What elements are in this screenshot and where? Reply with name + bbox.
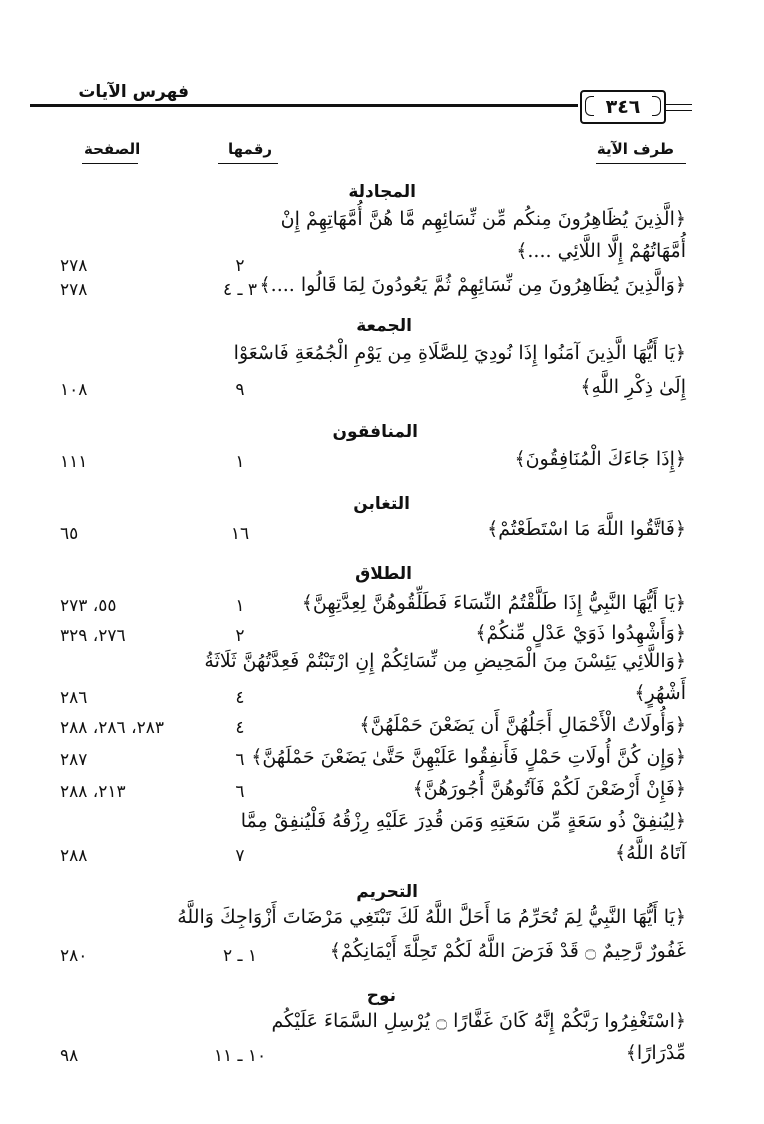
verse-line: ﴿يَا أَيُّهَا الَّذِينَ آمَنُوا إِذَا نُودِيَ لِلصَّلَاةِ مِن يَوْمِ الْجُمُعَةِ فَاسْعَوْا (233, 342, 686, 364)
page-reference: ٢٨٣، ٢٨٦، ٢٨٨ (60, 718, 164, 738)
header-rule-right-lower (666, 110, 692, 111)
verse-line: ﴿يَا أَيُّهَا النَّبِيُّ لِمَ تُحَرِّمُ مَا أَحَلَّ اللَّهُ لَكَ تَبْتَغِي مَرْضَاتَ أَزْوَاجِكَ وَاللَّهُ (177, 906, 686, 928)
page-reference: ١١١ (60, 452, 88, 472)
surah-title: التغابن (353, 494, 410, 514)
page-reference: ٢٧٨ (60, 256, 88, 276)
header-rule-right (666, 104, 692, 105)
page-number: ٣٤٦ (580, 90, 666, 124)
verse-number: ١٦ (230, 524, 250, 544)
page-reference: ٩٨ (60, 1046, 79, 1066)
column-header-number: رقمها (228, 140, 273, 158)
verse-line: إِلَىٰ ذِكْرِ اللَّهِ﴾ (580, 376, 686, 398)
verse-number: ٧ (235, 846, 245, 866)
verse-number: ١ (235, 596, 245, 616)
verse-line: ﴿وَالَّذِينَ يُظَاهِرُونَ مِن نِّسَائِهِمْ ثُمَّ يَعُودُونَ لِمَا قَالُوا ....﴾ (259, 274, 686, 296)
verse-number: ١ (235, 452, 245, 472)
verse-line: أَشْهُرٍ﴾ (634, 682, 686, 704)
page-reference: ٢٨٠ (60, 946, 88, 966)
surah-title: الجمعة (356, 316, 412, 336)
verse-line: ﴿فَإِنْ أَرْضَعْنَ لَكُمْ فَآتُوهُنَّ أُجُورَهُنَّ﴾ (412, 778, 686, 800)
verse-number: ٩ (235, 380, 245, 400)
column-header-verse: طرف الآية (596, 140, 674, 158)
verse-line: ﴿وَإِن كُنَّ أُولَاتِ حَمْلٍ فَأَنفِقُوا عَلَيْهِنَّ حَتَّىٰ يَضَعْنَ حَمْلَهُنَّ﴾ (251, 746, 686, 768)
surah-title: نوح (366, 986, 396, 1006)
column-header-page: الصفحة (84, 140, 141, 158)
column-rule-page (82, 163, 138, 164)
verse-number: ٤ (235, 718, 245, 738)
verse-line: غَفُورٌ رَّحِيمٌ ۝ قَدْ فَرَضَ اللَّهُ لَكُمْ تَحِلَّةَ أَيْمَانِكُمْ﴾ (329, 940, 686, 962)
page-reference: ٦٥ (60, 524, 79, 544)
verse-number: ٦ (235, 750, 245, 770)
verse-line: ﴿إِذَا جَاءَكَ الْمُنَافِقُونَ﴾ (514, 448, 686, 470)
verse-line: ﴿وَاللَّائِي يَئِسْنَ مِنَ الْمَحِيضِ مِن نِّسَائِكُمْ إِنِ ارْتَبْتُمْ فَعِدَّتُهُنَّ ثَلَاثَةُ (204, 650, 686, 672)
verse-number: ٢ (235, 626, 245, 646)
verse-number: ٣ ـ ٤ (222, 280, 258, 300)
verse-line: ﴿اسْتَغْفِرُوا رَبَّكُمْ إِنَّهُ كَانَ غَفَّارًا ۝ يُرْسِلِ السَّمَاءَ عَلَيْكُم (271, 1010, 686, 1032)
column-rule-verse (596, 163, 686, 164)
verse-line: ﴿وَأُولَاتُ الْأَحْمَالِ أَجَلُهُنَّ أَن يَضَعْنَ حَمْلَهُنَّ﴾ (359, 714, 686, 736)
verse-line: مِّدْرَارًا﴾ (625, 1042, 686, 1064)
verse-line: ﴿يَا أَيُّهَا النَّبِيُّ إِذَا طَلَّقْتُمُ النِّسَاءَ فَطَلِّقُوهُنَّ لِعِدَّتِهِنَّ﴾ (301, 592, 686, 614)
page-reference: ٢٧٨ (60, 280, 88, 300)
page-reference: ٥٥، ٢٧٣ (60, 596, 117, 616)
surah-title: المجادلة (348, 182, 416, 202)
surah-title: المنافقون (332, 422, 418, 442)
column-rule-number (218, 163, 278, 164)
verse-line: ﴿وَأَشْهِدُوا ذَوَيْ عَدْلٍ مِّنكُمْ﴾ (475, 622, 686, 644)
page-reference: ١٠٨ (60, 380, 88, 400)
verse-line: ﴿الَّذِينَ يُظَاهِرُونَ مِنكُم مِّن نِّسَائِهِم مَّا هُنَّ أُمَّهَاتِهِمْ إِنْ (280, 208, 686, 230)
page-reference: ٢٨٨ (60, 846, 88, 866)
page-reference: ٢٨٦ (60, 688, 88, 708)
verse-line: آتَاهُ اللَّهُ﴾ (614, 842, 686, 864)
page-reference: ٢١٣، ٢٨٨ (60, 782, 126, 802)
verse-line: ﴿فَاتَّقُوا اللَّهَ مَا اسْتَطَعْتُمْ﴾ (487, 518, 686, 540)
page-reference: ٢٧٦، ٣٢٩ (60, 626, 126, 646)
verse-number: ١ ـ ٢ (222, 946, 258, 966)
running-title: فهرس الآيات (78, 82, 189, 102)
verse-number: ٦ (235, 782, 245, 802)
verse-number: ٤ (235, 688, 245, 708)
verse-line: أُمَّهَاتُهُمْ إِلَّا اللَّائِي ....﴾ (516, 240, 686, 262)
verse-number: ٢ (235, 256, 245, 276)
verse-line: ﴿لِيُنفِقْ ذُو سَعَةٍ مِّن سَعَتِهِ وَمَن قُدِرَ عَلَيْهِ رِزْقُهُ فَلْيُنفِقْ مِمَّا (240, 810, 686, 832)
surah-title: الطلاق (355, 564, 412, 584)
page-reference: ٢٨٧ (60, 750, 88, 770)
header-rule (30, 104, 578, 107)
verse-number: ١٠ ـ ١١ (213, 1046, 267, 1066)
surah-title: التحريم (356, 882, 418, 902)
